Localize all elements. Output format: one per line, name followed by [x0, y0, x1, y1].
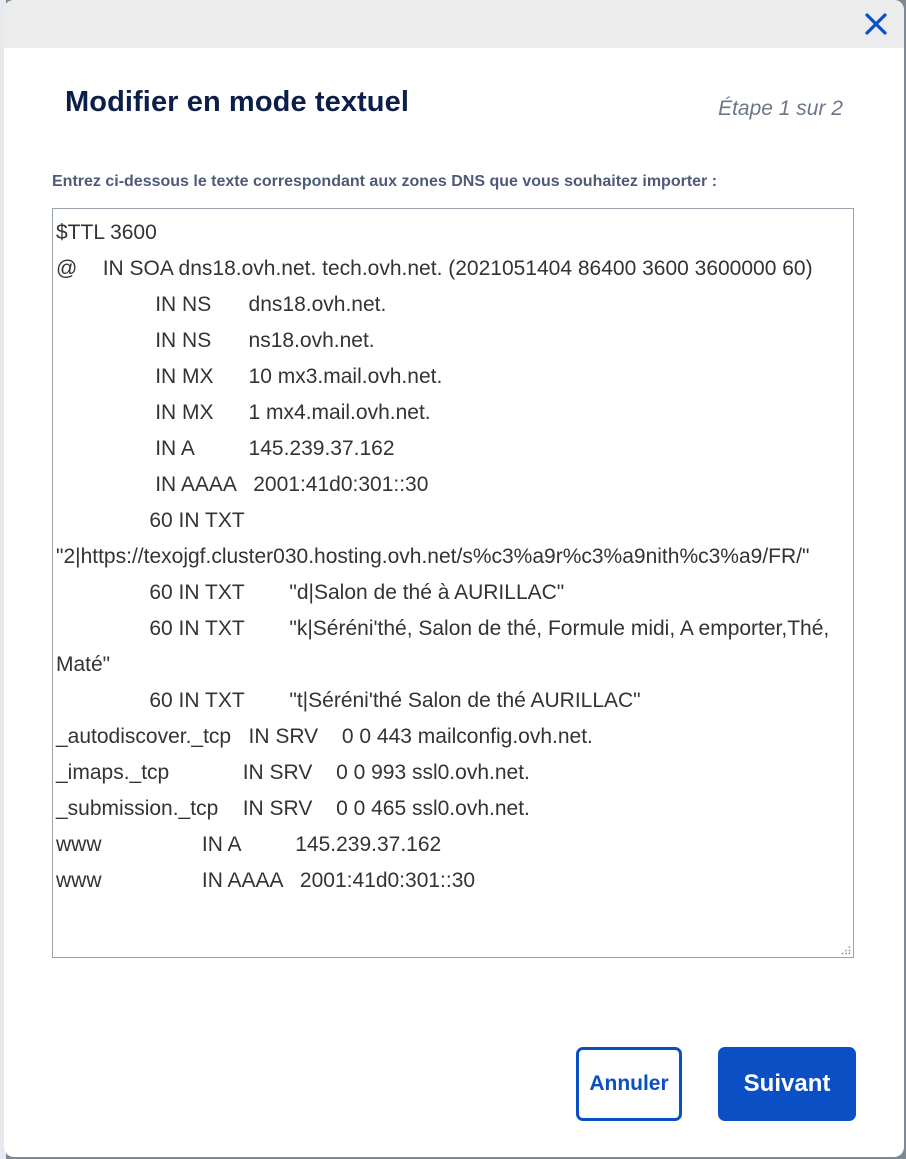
cancel-button[interactable]: Annuler — [576, 1047, 682, 1121]
step-indicator: Étape 1 sur 2 — [718, 97, 843, 120]
import-dns-modal — [4, 0, 904, 1157]
zone-text-label: Entrez ci-dessous le texte correspondant aux zones DNS que vous souhaitez importer : — [52, 173, 718, 190]
dns-zone-textarea[interactable] — [53, 209, 853, 957]
close-icon[interactable] — [862, 10, 890, 38]
modal-title: Modifier en mode textuel — [65, 86, 409, 118]
resize-grip-icon[interactable] — [841, 945, 851, 955]
modal-header-bar — [4, 0, 904, 48]
zone-text-editor — [52, 208, 854, 958]
next-button[interactable]: Suivant — [718, 1047, 856, 1121]
